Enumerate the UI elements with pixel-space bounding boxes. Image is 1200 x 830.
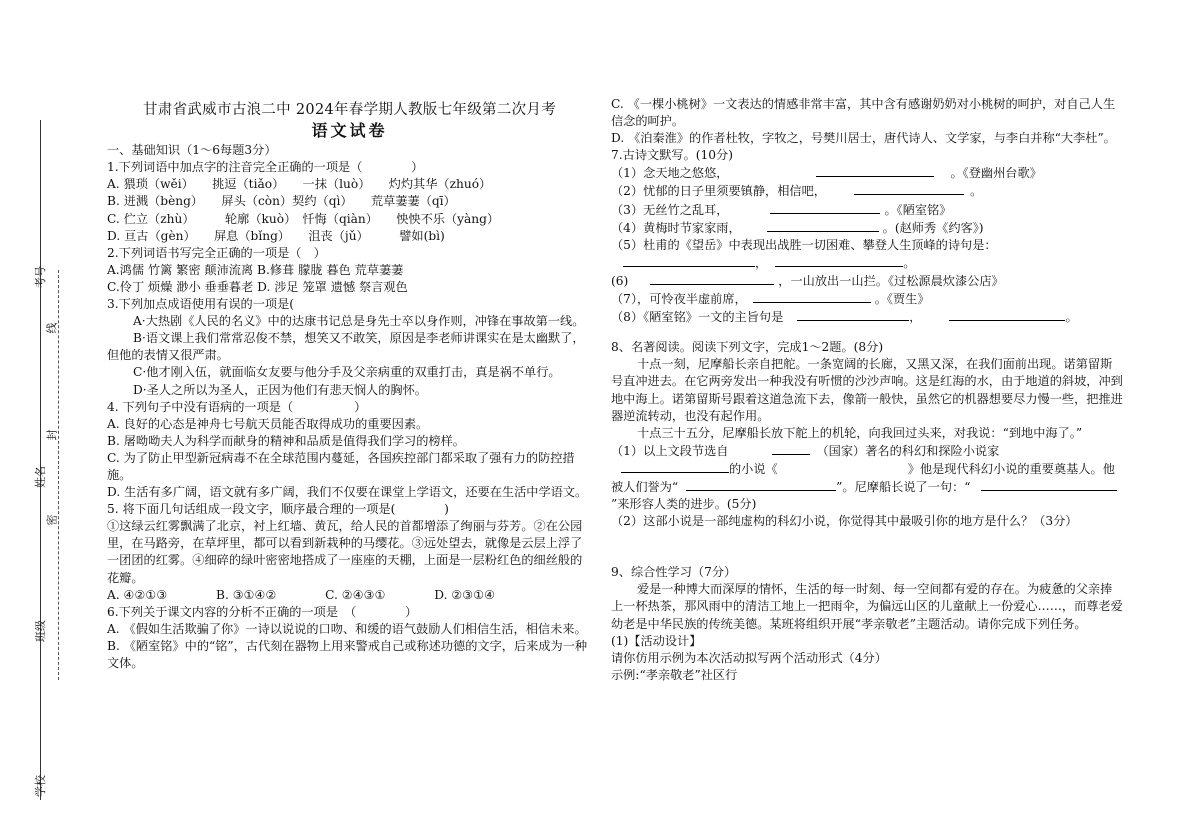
q6-option-a: A. 《假如生活欺骗了你》一诗以说说的口吻、和缓的语气鼓励人们相信生活，相信未来。	[107, 621, 587, 636]
q4-option-c: C. 为了防止甲型新冠病毒不在全球范围内蔓延，各国疾控部门都采取了强有力的防控措施。	[107, 450, 575, 482]
q7-line-3: （3）无丝竹之乱耳， 。《陋室铭》	[611, 202, 952, 217]
binding-margin	[0, 0, 70, 830]
q3-option-b: B·语文课上我们常常忍俊不禁，想笑又不敢笑，原因是李老师讲课实在是太幽默了，但他的表情又很严肃。	[107, 331, 585, 363]
seal-char-mi: 密	[45, 514, 59, 526]
q1-option-c: C. 伫立（zhù） 轮廓（kuò） 忏悔（qiàn） 怏怏不乐（yàng）	[107, 211, 500, 226]
q2-options-cd: C.伶丁 烦燥 渺小 垂垂暮老 D. 涉足 笼罩 遗憾 祭言观色	[107, 279, 408, 294]
q9-sub-1: (1)【活动设计】	[611, 633, 702, 648]
right-column	[611, 96, 1123, 684]
answer-blank	[770, 201, 880, 214]
question-1: 1.下列词语中加点字的注音完全正确的一项是（ ）	[107, 160, 424, 175]
class-label: 班级	[34, 620, 47, 642]
question-9: 9、综合性学习（7分）	[611, 565, 737, 580]
answer-blank	[949, 308, 1065, 321]
left-column	[107, 96, 592, 672]
section-heading: 一、基础知识（1～6每题3分）	[107, 143, 277, 158]
q9-sub-1-example: 示例:“孝亲敬老”社区行	[611, 667, 738, 682]
q1-option-a: A. 猥琐（wěi） 挑逗（tiǎo） 一抹（luò） 灼灼其华（zhuó）	[107, 177, 492, 192]
question-5: 5. 将下面几句话组成一段文字，顺序最合理的一项是( )	[107, 502, 449, 517]
question-6: 6.下列关于课文内容的分析不正确的一项是 （ ）	[107, 604, 418, 619]
answer-blank	[854, 182, 964, 195]
q5-passage: ①这绿云红雾飘满了北京，衬上红墙、黄瓦，给人民的首都增添了绚丽与芬芳。②在公园里，在马路旁，在草坪里，都可以看到新栽种的马缨花。③远处望去，就像是云层上浮了一团团的红雾。④细碎的绿叶密密地搭成了一座座的天棚，上面是一层粉红色的细丝般的花瓣。	[107, 519, 583, 585]
q9-passage: 爱是一种博大而深厚的情怀，生活的每一时刻、每一空间都有爱的存在。为疲惫的父亲捧上一杯热茶，那风雨中的清洁工地上一把雨伞，为偏远山区的儿童献上一份爱心……，而尊老爱幼老是中华民族的传统美德。某班将组织开展“孝亲敬老”主题活动。请你完成下列任务。	[611, 582, 1123, 631]
exam-subtitle: 语文试卷	[311, 121, 388, 141]
q4-option-d: D. 生活有多广阔，语文就有多广阔，我们不仅要在课堂上学语文，还要在生活中学语文。	[107, 485, 588, 500]
q4-option-a: A. 良好的心态是神舟七号航天员能否取得成功的重要因素。	[107, 416, 429, 431]
q1-option-d: D. 亘古（gèn） 屏息（bǐng） 沮丧（jǔ） 譬如(bì)	[107, 228, 445, 243]
name-label: 姓名	[34, 466, 47, 488]
answer-blank	[772, 442, 810, 455]
answer-blank	[767, 219, 879, 232]
q7-line-1: （1）念天地之悠悠， 。《登幽州台歌》	[611, 166, 1042, 181]
question-3: 3.下列加点成语使用有误的一项是(	[107, 297, 295, 312]
answer-blank	[981, 478, 1117, 491]
q8-sub-1: （1）以上文段节选自 （国家）著名的科幻和探险小说家 的小说《 》他是现代科幻小说的重要奠基人。他被人们誉为“ ”。尼摩船长说了一句：“”来形容人类的进步。(5分)	[611, 443, 1115, 512]
q7-line-7: （7），可怜夜半虚前席， 。《贾生》	[611, 292, 930, 307]
question-8: 8、名著阅读。阅读下列文字，完成1～2题。(8分)	[611, 340, 884, 355]
q8-passage-1: 十点一刻，尼摩船长亲自把舵。一条宽阔的长廊，又黑又深，在我们面前出现。诺第留斯号直冲进去。在它两旁发出一种我没有听惯的沙沙声响。这是红海的水，由于地道的斜坡，冲到地中海上。诺第留斯号跟着这道急流下去，像箭一般快，虽然它的机器想要尽力慢一些，把推进器逆流转动，也没有起作用。	[611, 357, 1123, 423]
q9-sub-1-task: 请你仿用示例为本次活动拟写两个活动形式（4分）	[611, 650, 887, 665]
answer-blank	[621, 460, 729, 473]
q3-option-c: C·他才刚入伍，就面临女友要与他分手及父亲病重的双重打击，真是祸不单行。	[133, 365, 561, 380]
q7-line-5: （5）杜甫的《望岳》中表现出战胜一切困难、攀登人生顶峰的诗句是：	[611, 237, 997, 252]
answer-blank	[797, 308, 909, 321]
exam-title: 甘肃省武威市古浪二中 2024年春学期人教版七年级第二次月考	[142, 102, 556, 118]
question-4: 4. 下列句子中没有语病的一项是（ ）	[107, 399, 367, 414]
q6-option-d: D. 《泊秦淮》的作者杜牧，字牧之，号樊川居士，唐代诗人、文学家，与李白并称“大李杜”。	[611, 131, 1116, 146]
q8-passage-2: 十点三十五分，尼摩船长放下舵上的机轮，向我回过头来，对我说：“到地中海了。”	[637, 425, 1083, 440]
seal-char-feng: 封	[45, 429, 59, 441]
q6-option-b: B. 《陋室铭》中的“铭”，古代刻在器物上用来警戒自己或称述功德的文字，后来成为一种文体。	[107, 638, 588, 670]
answer-blank	[753, 290, 871, 303]
q7-line-6: (6) ，一山放出一山拦。《过松源晨炊漆公店》	[611, 273, 1004, 288]
q6-option-c: C. 《一棵小桃树》一文表达的情感非常丰富，其中含有感谢奶奶对小桃树的呵护，对自己人生信念的呵护。	[611, 97, 1116, 129]
school-label: 学校	[34, 775, 47, 797]
q3-option-a: A·大热剧《人民的名义》中的达康书记总是身先士卒以身作则，冲锋在事故第一线。	[133, 314, 585, 329]
question-7: 7.古诗文默写。(10分)	[611, 148, 733, 163]
answer-blank	[623, 254, 755, 267]
answer-blank	[775, 254, 903, 267]
q7-line-5-blanks: ， 。	[611, 254, 1123, 272]
answer-blank	[686, 478, 836, 491]
question-2: 2.下列词语书写完全正确的一项是（ ）	[107, 245, 326, 260]
q4-option-b: B. 屠呦呦夫人为科学而献身的精神和品质是值得我们学习的榜样。	[107, 433, 465, 448]
q7-line-2: （2）忧郁的日子里须要镇静，相信吧， 。	[611, 184, 983, 199]
q2-options-ab: A.鸿儒 竹篱 繁密 颠沛流离 B.修葺 朦胧 暮色 荒草萋萋	[107, 262, 404, 277]
q3-option-d: D·圣人之所以为圣人，正因为他们有悲天悯人的胸怀。	[133, 382, 427, 397]
q7-line-8: （8）《陋室铭》一文的主旨句是 ， 。	[611, 310, 1078, 325]
binding-line	[40, 120, 41, 800]
q1-option-b: B. 迸溅（bèng） 屏头（còn）契约（qì） 荒草萋萋（qī）	[107, 194, 456, 209]
exam-number-label: 考号	[34, 266, 47, 288]
q7-line-4: （4）黄梅时节家家雨， 。(赵师秀《约客》)	[611, 220, 984, 235]
q8-sub-2: （2）这部小说是一部纯虚构的科幻小说，你觉得其中最吸引你的地方是什么？（3分）	[611, 514, 1078, 529]
q5-options: A. ④②①③ B. ③①④② C. ②④③① D. ②③①④	[107, 587, 496, 602]
answer-blank	[816, 164, 934, 177]
answer-blank	[650, 272, 774, 285]
seal-char-xian: 线	[45, 322, 59, 334]
